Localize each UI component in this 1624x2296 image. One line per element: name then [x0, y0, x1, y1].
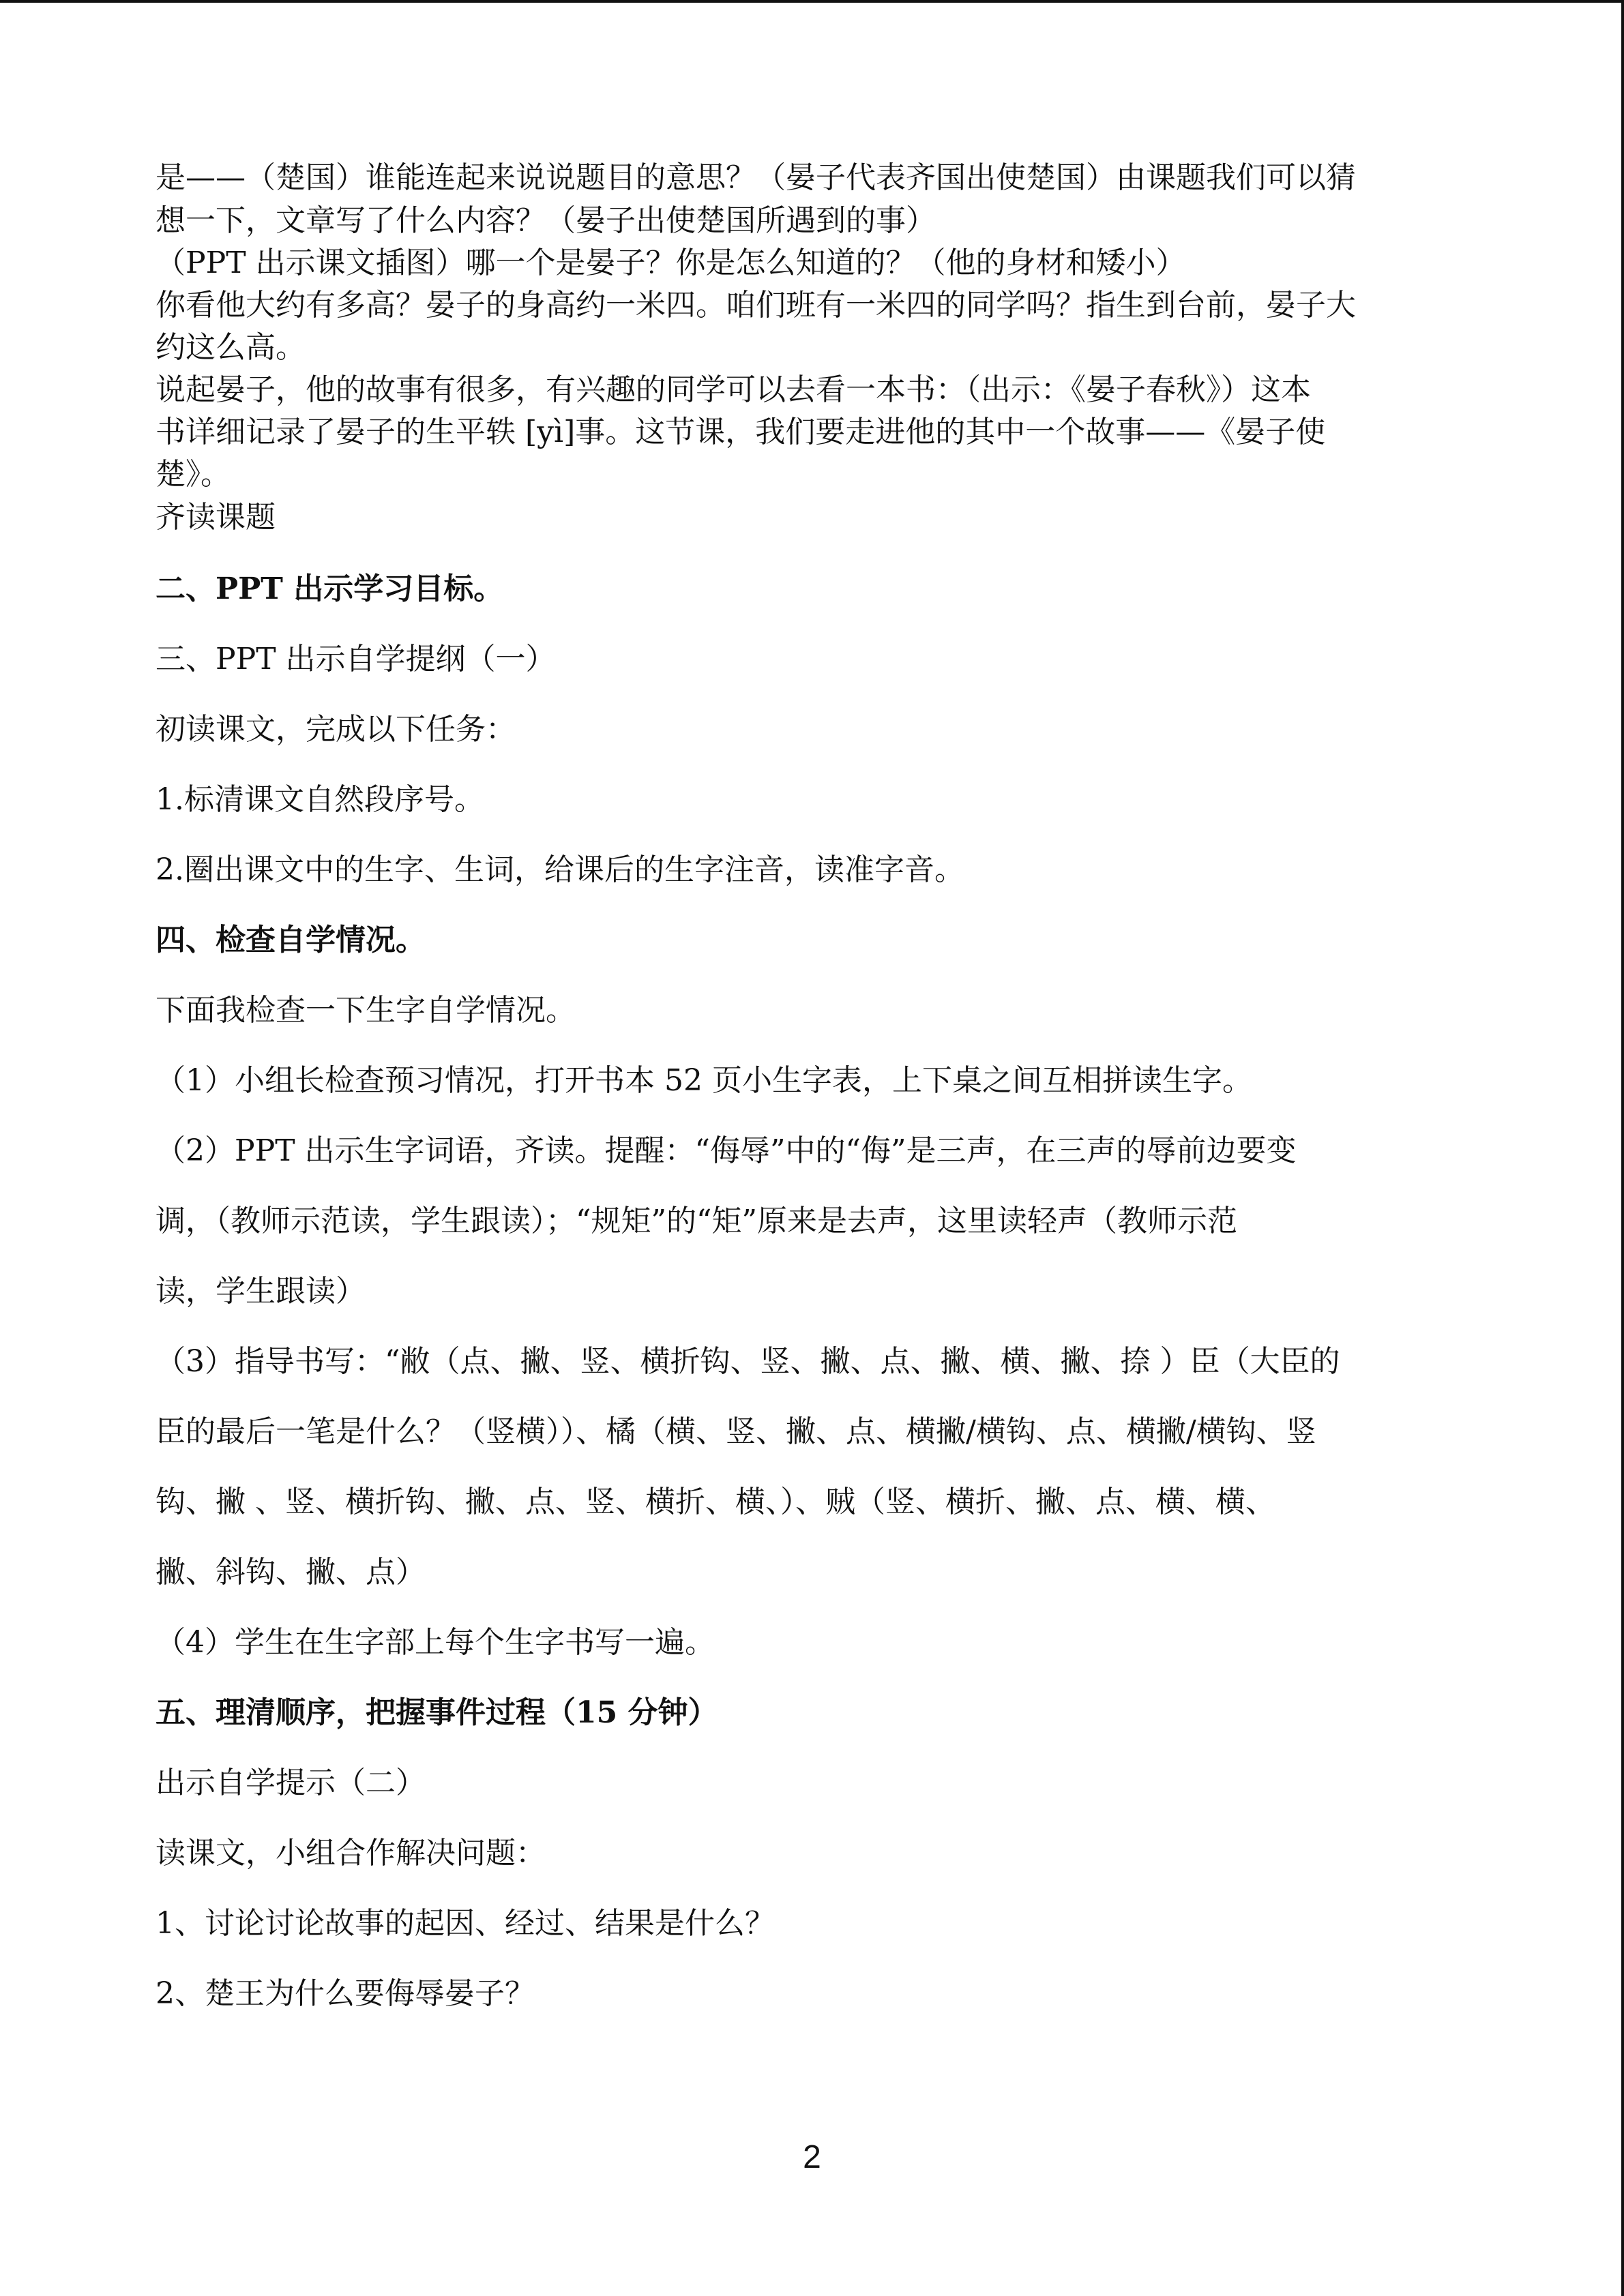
list-item: 1、讨论讨论故事的起因、经过、结果是什么？: [156, 1906, 775, 1941]
paragraph-line: 读，学生跟读）: [156, 1274, 366, 1309]
paragraph-line: 臣的最后一笔是什么？（竖横））、橘（横、竖、撇、点、横撇/横钩、点、横撇/横钩、竖: [156, 1414, 1316, 1449]
page-number: 2: [803, 2139, 821, 2175]
paragraph-line: 楚》。: [156, 457, 231, 492]
list-item: （1）小组长检查预习情况，打开书本 52 页小生字表，上下桌之间互相拼读生字。: [156, 1063, 1252, 1098]
list-item: 2.圈出课文中的生字、生词，给课后的生字注音，读准字音。: [156, 852, 964, 887]
paragraph-line: 你看他大约有多高？晏子的身高约一米四。咱们班有一米四的同学吗？指生到台前，晏子大: [156, 288, 1356, 323]
paragraph-line: （PPT 出示课文插图）哪一个是晏子？你是怎么知道的？（他的身材和矮小）: [156, 245, 1186, 280]
list-item: （3）指导书写：“敝（点、撇、竖、横折钩、竖、撇、点、撇、横、撇、捺 ）臣（大臣的: [156, 1344, 1340, 1379]
list-item: （2）PPT 出示生字词语，齐读。提醒：“侮辱”中的“侮”是三声，在三声的辱前边要变: [156, 1133, 1297, 1168]
paragraph-line: 下面我检查一下生字自学情况。: [156, 993, 576, 1028]
paragraph-line: 约这么高。: [156, 330, 306, 365]
paragraph-line: 钩、撇 、竖、横折钩、撇、点、竖、横折、横、）、贼（竖、横折、撇、点、横、横、: [156, 1485, 1275, 1519]
paragraph-line: 调，（教师示范读，学生跟读）；“规矩”的“矩”原来是去声，这里读轻声（教师示范: [156, 1204, 1237, 1238]
paragraph-line: 想一下，文章写了什么内容？（晏子出使楚国所遇到的事）: [156, 203, 936, 238]
section-heading: 三、PPT 出示自学提纲（一）: [156, 642, 556, 676]
paragraph-line: 是——（楚国）谁能连起来说说题目的意思？（晏子代表齐国出使楚国）由课题我们可以猜: [156, 160, 1356, 195]
paragraph-line: 书详细记录了晏子的生平轶 [yì]事。这节课，我们要走进他的其中一个故事——《晏子使: [156, 415, 1326, 449]
paragraph-line: 读课文，小组合作解决问题：: [156, 1836, 546, 1870]
section-heading: 五、理清顺序，把握事件过程（15 分钟）: [156, 1695, 718, 1730]
section-heading: 四、检查自学情况。: [156, 923, 426, 957]
paragraph-line: 出示自学提示（二）: [156, 1765, 426, 1800]
paragraph-line: 齐读课题: [156, 500, 276, 535]
list-item: 2、楚王为什么要侮辱晏子？: [156, 1976, 535, 2011]
paragraph-line: 初读课文，完成以下任务：: [156, 712, 516, 747]
paragraph-line: 说起晏子，他的故事有很多，有兴趣的同学可以去看一本书：（出示：《晏子春秋》）这本: [156, 372, 1311, 407]
list-item: 1.标清课文自然段序号。: [156, 782, 484, 817]
list-item: （4）学生在生字部上每个生字书写一遍。: [156, 1625, 715, 1660]
section-heading: 二、PPT 出示学习目标。: [156, 571, 504, 606]
paragraph-line: 撇、斜钩、撇、点）: [156, 1555, 426, 1590]
